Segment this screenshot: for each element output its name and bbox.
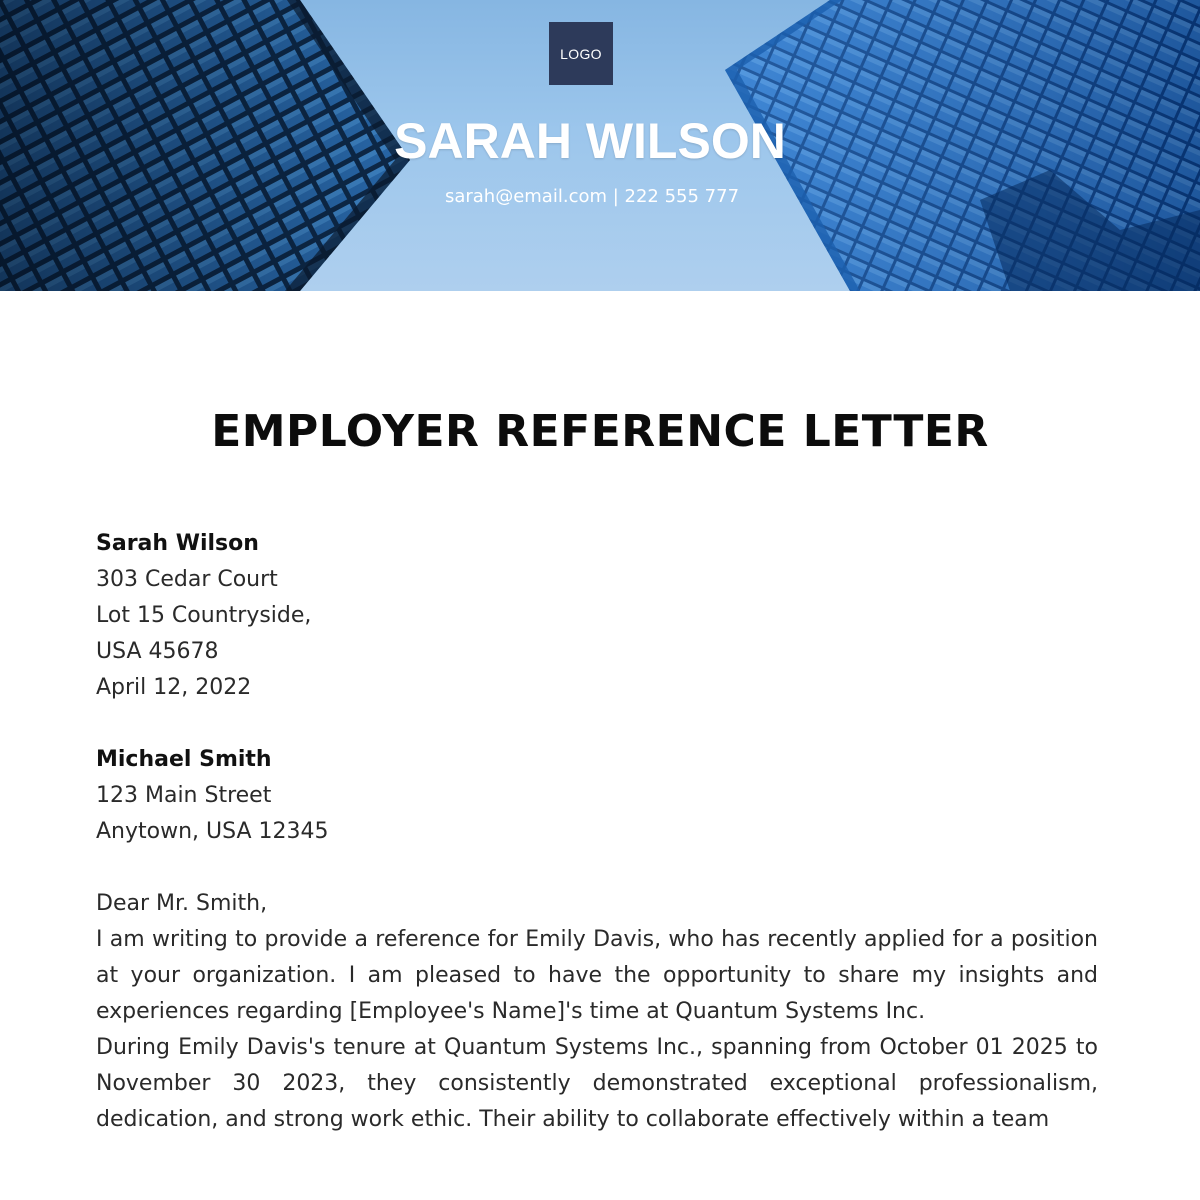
salutation: Dear Mr. Smith, [96,891,268,916]
recipient-name: Michael Smith [96,747,272,772]
letter-date: April 12, 2022 [96,675,252,700]
letterhead-name: SARAH WILSON [394,113,786,169]
recipient-block [96,742,1098,850]
letter-body [96,526,1098,1138]
recipient-address-line: Anytown, USA 12345 [96,819,329,844]
body-paragraph: During Emily Davis's tenure at Quantum Systems Inc., spanning from October 01 2025 to November 30 2023, they consistently demonstrated exceptional professionalism, dedication, and strong work ethic. Their ability to collaborate effectively within a team [96,1035,1098,1132]
recipient-address-line: 123 Main Street [96,783,272,808]
sender-address-line: USA 45678 [96,639,219,664]
sender-address-line: 303 Cedar Court [96,567,278,592]
logo-placeholder: LOGO [549,22,613,85]
sender-name: Sarah Wilson [96,531,259,556]
body-paragraph: I am writing to provide a reference for Emily Davis, who has recently applied for a position at your organization. I am pleased to have the opportunity to share my insights and experiences regarding [Employee's Name]'s time at Quantum Systems Inc. [96,927,1098,1024]
document-title: EMPLOYER REFERENCE LETTER [211,406,989,457]
letterhead-contact: sarah@email.com | 222 555 777 [444,186,740,207]
sender-address-line: Lot 15 Countryside, [96,603,312,628]
sender-block [96,526,1098,706]
letterhead-banner [0,0,1200,291]
